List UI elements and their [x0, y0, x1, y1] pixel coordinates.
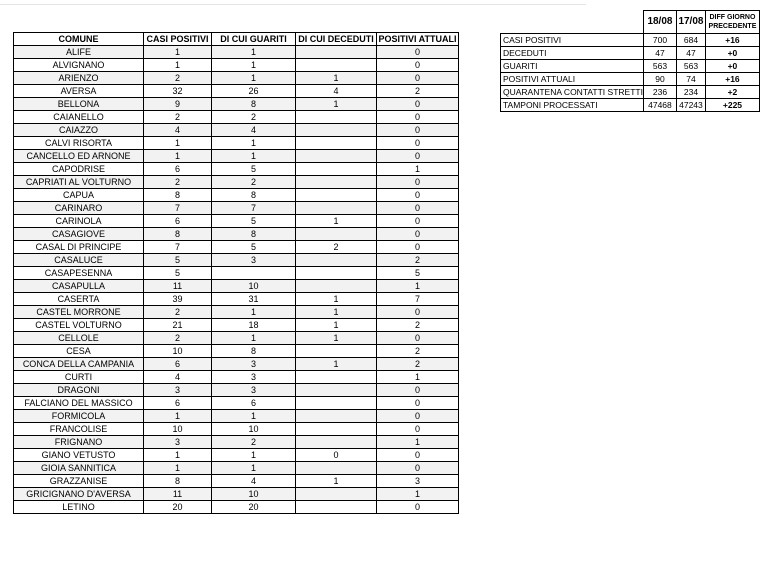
cell-guariti: 1 [212, 150, 296, 163]
cell-guariti: 3 [212, 371, 296, 384]
cell-positivi-attuali: 0 [377, 462, 459, 475]
cell-comune: ALVIGNANO [14, 59, 144, 72]
summary-value-18-08: 700 [643, 34, 676, 47]
cell-guariti: 8 [212, 98, 296, 111]
cell-comune: CARINARO [14, 202, 144, 215]
summary-label: QUARANTENA CONTATTI STRETTI [501, 86, 644, 99]
cell-comune: ARIENZO [14, 72, 144, 85]
summary-value-18-08: 563 [643, 60, 676, 73]
cell-deceduti [296, 267, 377, 280]
cell-comune: CONCA DELLA CAMPANIA [14, 358, 144, 371]
table-row [14, 137, 459, 150]
cell-casi-positivi: 20 [144, 501, 212, 514]
cell-comune: GRICIGNANO D'AVERSA [14, 488, 144, 501]
cell-positivi-attuali: 0 [377, 98, 459, 111]
cell-positivi-attuali: 0 [377, 150, 459, 163]
cell-guariti: 7 [212, 202, 296, 215]
summary-row [501, 86, 760, 99]
table-row [14, 423, 459, 436]
cell-guariti: 8 [212, 345, 296, 358]
cell-positivi-attuali: 2 [377, 319, 459, 332]
cell-comune: ALIFE [14, 46, 144, 59]
summary-value-17-08: 47243 [676, 99, 705, 112]
cell-guariti: 2 [212, 176, 296, 189]
summary-table [500, 10, 760, 112]
cell-deceduti: 1 [296, 319, 377, 332]
cell-comune: DRAGONI [14, 384, 144, 397]
cell-guariti: 8 [212, 189, 296, 202]
cell-deceduti [296, 202, 377, 215]
cell-comune: LETINO [14, 501, 144, 514]
table-row [14, 124, 459, 137]
cell-casi-positivi: 1 [144, 59, 212, 72]
table-row [14, 293, 459, 306]
summary-header-blank [501, 11, 644, 34]
cell-positivi-attuali: 0 [377, 124, 459, 137]
table-row [14, 202, 459, 215]
cell-comune: GIOIA SANNITICA [14, 462, 144, 475]
cell-positivi-attuali: 0 [377, 228, 459, 241]
summary-row [501, 60, 760, 73]
cell-positivi-attuali: 0 [377, 449, 459, 462]
cell-guariti: 8 [212, 228, 296, 241]
header-casi-positivi: CASI POSITIVI [144, 33, 212, 46]
cell-casi-positivi: 11 [144, 280, 212, 293]
cell-deceduti: 1 [296, 98, 377, 111]
cell-deceduti [296, 423, 377, 436]
cell-deceduti [296, 280, 377, 293]
summary-value-17-08: 47 [676, 47, 705, 60]
cell-guariti: 1 [212, 59, 296, 72]
cell-casi-positivi: 39 [144, 293, 212, 306]
cell-casi-positivi: 2 [144, 111, 212, 124]
summary-diff: +16 [705, 34, 759, 47]
cell-comune: CAIAZZO [14, 124, 144, 137]
cell-comune: CASAL DI PRINCIPE [14, 241, 144, 254]
cell-casi-positivi: 1 [144, 410, 212, 423]
cell-comune: CASTEL MORRONE [14, 306, 144, 319]
cell-deceduti [296, 462, 377, 475]
cell-comune: CALVI RISORTA [14, 137, 144, 150]
comuni-table-header [14, 33, 459, 46]
table-row [14, 449, 459, 462]
cell-guariti: 26 [212, 85, 296, 98]
summary-row [501, 73, 760, 86]
cell-deceduti: 1 [296, 475, 377, 488]
cell-positivi-attuali: 2 [377, 254, 459, 267]
cell-comune: CARINOLA [14, 215, 144, 228]
cell-guariti: 3 [212, 254, 296, 267]
summary-diff: +0 [705, 47, 759, 60]
table-row [14, 215, 459, 228]
cell-deceduti: 1 [296, 358, 377, 371]
cell-positivi-attuali: 2 [377, 85, 459, 98]
cell-positivi-attuali: 0 [377, 501, 459, 514]
summary-diff: +16 [705, 73, 759, 86]
table-row [14, 176, 459, 189]
cell-positivi-attuali: 0 [377, 306, 459, 319]
comuni-table [13, 32, 459, 514]
table-row [14, 254, 459, 267]
cell-positivi-attuali: 0 [377, 72, 459, 85]
cell-guariti: 10 [212, 423, 296, 436]
summary-value-17-08: 563 [676, 60, 705, 73]
cell-comune: GIANO VETUSTO [14, 449, 144, 462]
summary-value-17-08: 74 [676, 73, 705, 86]
cell-casi-positivi: 11 [144, 488, 212, 501]
cell-guariti: 2 [212, 436, 296, 449]
cell-comune: CAPUA [14, 189, 144, 202]
cell-positivi-attuali: 3 [377, 475, 459, 488]
table-row [14, 475, 459, 488]
table-row [14, 98, 459, 111]
cell-guariti: 18 [212, 319, 296, 332]
cell-positivi-attuali: 1 [377, 371, 459, 384]
summary-value-18-08: 47468 [643, 99, 676, 112]
cell-positivi-attuali: 5 [377, 267, 459, 280]
cell-positivi-attuali: 0 [377, 137, 459, 150]
cell-guariti: 3 [212, 384, 296, 397]
table-row [14, 228, 459, 241]
cell-positivi-attuali: 1 [377, 163, 459, 176]
table-row [14, 59, 459, 72]
cell-positivi-attuali: 2 [377, 345, 459, 358]
cell-guariti: 1 [212, 46, 296, 59]
header-positivi-attuali: POSITIVI ATTUALI [378, 34, 457, 44]
table-row [14, 85, 459, 98]
cell-guariti: 10 [212, 488, 296, 501]
cell-positivi-attuali: 1 [377, 488, 459, 501]
cell-deceduti [296, 436, 377, 449]
cell-positivi-attuali: 0 [377, 410, 459, 423]
cell-comune: CAPRIATI AL VOLTURNO [14, 176, 144, 189]
cell-deceduti [296, 254, 377, 267]
summary-label: CASI POSITIVI [501, 34, 644, 47]
cell-casi-positivi: 1 [144, 137, 212, 150]
summary-diff: +225 [705, 99, 759, 112]
cell-positivi-attuali: 0 [377, 202, 459, 215]
cell-positivi-attuali: 0 [377, 189, 459, 202]
cell-deceduti: 2 [296, 241, 377, 254]
table-row [14, 462, 459, 475]
cell-deceduti [296, 488, 377, 501]
summary-row [501, 47, 760, 60]
cell-casi-positivi: 2 [144, 72, 212, 85]
cell-comune: CASTEL VOLTURNO [14, 319, 144, 332]
cell-casi-positivi: 8 [144, 189, 212, 202]
cell-deceduti [296, 384, 377, 397]
cell-deceduti: 1 [296, 293, 377, 306]
summary-value-18-08: 90 [643, 73, 676, 86]
cell-guariti: 20 [212, 501, 296, 514]
summary-header-diff: DIFF GIORNO PRECEDENTE [705, 11, 759, 34]
cell-casi-positivi: 10 [144, 345, 212, 358]
cell-comune: CASAPESENNA [14, 267, 144, 280]
cell-deceduti: 4 [296, 85, 377, 98]
cell-deceduti: 1 [296, 306, 377, 319]
cell-positivi-attuali: 0 [377, 176, 459, 189]
cell-deceduti [296, 124, 377, 137]
summary-diff: +2 [705, 86, 759, 99]
cell-casi-positivi: 32 [144, 85, 212, 98]
table-row [14, 150, 459, 163]
cell-guariti: 1 [212, 72, 296, 85]
cell-casi-positivi: 6 [144, 215, 212, 228]
table-row [14, 332, 459, 345]
cell-comune: CASALUCE [14, 254, 144, 267]
table-row [14, 436, 459, 449]
summary-label: DECEDUTI [501, 47, 644, 60]
summary-row [501, 99, 760, 112]
summary-row [501, 34, 760, 47]
table-row [14, 501, 459, 514]
cell-casi-positivi: 2 [144, 306, 212, 319]
cell-positivi-attuali: 0 [377, 215, 459, 228]
cell-casi-positivi: 4 [144, 124, 212, 137]
summary-label: GUARITI [501, 60, 644, 73]
cell-deceduti [296, 410, 377, 423]
cell-guariti: 6 [212, 397, 296, 410]
cell-comune: CASERTA [14, 293, 144, 306]
cell-casi-positivi: 9 [144, 98, 212, 111]
summary-table-header [501, 11, 760, 34]
cell-comune: CURTI [14, 371, 144, 384]
cell-guariti [212, 267, 296, 280]
cell-deceduti [296, 189, 377, 202]
table-row [14, 72, 459, 85]
cell-guariti: 10 [212, 280, 296, 293]
cell-guariti: 1 [212, 306, 296, 319]
cell-guariti: 1 [212, 449, 296, 462]
cell-comune: GRAZZANISE [14, 475, 144, 488]
summary-diff: +0 [705, 60, 759, 73]
header-guariti: DI CUI GUARITI [212, 33, 296, 46]
cell-casi-positivi: 1 [144, 462, 212, 475]
cell-comune: FRANCOLISE [14, 423, 144, 436]
table-row [14, 358, 459, 371]
cell-comune: CAPODRISE [14, 163, 144, 176]
table-row [14, 397, 459, 410]
cell-comune: CANCELLO ED ARNONE [14, 150, 144, 163]
header-deceduti: DI CUI DECEDUTI [296, 33, 377, 46]
cell-casi-positivi: 1 [144, 449, 212, 462]
table-row [14, 488, 459, 501]
cell-guariti: 4 [212, 124, 296, 137]
cell-casi-positivi: 3 [144, 384, 212, 397]
summary-value-17-08: 684 [676, 34, 705, 47]
cell-casi-positivi: 3 [144, 436, 212, 449]
cell-casi-positivi: 8 [144, 475, 212, 488]
table-row [14, 410, 459, 423]
cell-comune: CASAPULLA [14, 280, 144, 293]
cell-casi-positivi: 7 [144, 241, 212, 254]
table-row [14, 241, 459, 254]
cell-casi-positivi: 6 [144, 397, 212, 410]
cell-positivi-attuali: 0 [377, 332, 459, 345]
cell-comune: BELLONA [14, 98, 144, 111]
summary-header-date-1: 18/08 [643, 11, 676, 34]
cell-deceduti [296, 371, 377, 384]
cell-comune: AVERSA [14, 85, 144, 98]
cell-positivi-attuali: 0 [377, 111, 459, 124]
cell-guariti: 3 [212, 358, 296, 371]
header-comune: COMUNE [14, 33, 144, 46]
table-row [14, 46, 459, 59]
table-row [14, 163, 459, 176]
cell-comune: FALCIANO DEL MASSICO [14, 397, 144, 410]
cell-guariti: 5 [212, 241, 296, 254]
cell-comune: CASAGIOVE [14, 228, 144, 241]
summary-header-date-2: 17/08 [676, 11, 705, 34]
cell-guariti: 5 [212, 163, 296, 176]
cell-casi-positivi: 4 [144, 371, 212, 384]
cell-deceduti [296, 501, 377, 514]
cell-positivi-attuali: 0 [377, 241, 459, 254]
cell-deceduti: 0 [296, 449, 377, 462]
cell-positivi-attuali: 0 [377, 397, 459, 410]
cell-guariti: 1 [212, 410, 296, 423]
cell-deceduti [296, 163, 377, 176]
cell-casi-positivi: 5 [144, 267, 212, 280]
cell-deceduti [296, 397, 377, 410]
cell-guariti: 1 [212, 137, 296, 150]
cell-deceduti: 1 [296, 72, 377, 85]
cell-guariti: 1 [212, 332, 296, 345]
table-row [14, 267, 459, 280]
table-row [14, 371, 459, 384]
top-divider [0, 4, 586, 5]
cell-positivi-attuali: 1 [377, 280, 459, 293]
summary-value-18-08: 236 [643, 86, 676, 99]
summary-label: POSITIVI ATTUALI [501, 73, 644, 86]
cell-casi-positivi: 2 [144, 176, 212, 189]
summary-value-18-08: 47 [643, 47, 676, 60]
cell-casi-positivi: 5 [144, 254, 212, 267]
cell-deceduti [296, 176, 377, 189]
cell-comune: FRIGNANO [14, 436, 144, 449]
cell-guariti: 4 [212, 475, 296, 488]
table-row [14, 345, 459, 358]
cell-deceduti [296, 59, 377, 72]
cell-guariti: 1 [212, 462, 296, 475]
cell-casi-positivi: 1 [144, 46, 212, 59]
cell-deceduti [296, 150, 377, 163]
cell-deceduti [296, 228, 377, 241]
cell-positivi-attuali: 0 [377, 46, 459, 59]
cell-positivi-attuali: 0 [377, 59, 459, 72]
cell-deceduti: 1 [296, 215, 377, 228]
cell-comune: CELLOLE [14, 332, 144, 345]
cell-casi-positivi: 6 [144, 358, 212, 371]
table-row [14, 319, 459, 332]
cell-deceduti [296, 345, 377, 358]
cell-deceduti [296, 137, 377, 150]
cell-guariti: 31 [212, 293, 296, 306]
cell-positivi-attuali: 7 [377, 293, 459, 306]
cell-positivi-attuali: 0 [377, 423, 459, 436]
cell-deceduti: 1 [296, 332, 377, 345]
cell-comune: CAIANELLO [14, 111, 144, 124]
table-row [14, 384, 459, 397]
cell-positivi-attuali: 0 [377, 384, 459, 397]
table-row [14, 111, 459, 124]
cell-casi-positivi: 1 [144, 150, 212, 163]
cell-casi-positivi: 8 [144, 228, 212, 241]
table-row [14, 280, 459, 293]
summary-label: TAMPONI PROCESSATI [501, 99, 644, 112]
cell-guariti: 5 [212, 215, 296, 228]
cell-casi-positivi: 2 [144, 332, 212, 345]
summary-value-17-08: 234 [676, 86, 705, 99]
cell-positivi-attuali: 1 [377, 436, 459, 449]
cell-casi-positivi: 21 [144, 319, 212, 332]
cell-positivi-attuali: 2 [377, 358, 459, 371]
cell-deceduti [296, 46, 377, 59]
cell-guariti: 2 [212, 111, 296, 124]
cell-comune: FORMICOLA [14, 410, 144, 423]
table-row [14, 306, 459, 319]
table-row [14, 189, 459, 202]
cell-comune: CESA [14, 345, 144, 358]
cell-deceduti [296, 111, 377, 124]
cell-casi-positivi: 7 [144, 202, 212, 215]
cell-casi-positivi: 10 [144, 423, 212, 436]
cell-casi-positivi: 6 [144, 163, 212, 176]
